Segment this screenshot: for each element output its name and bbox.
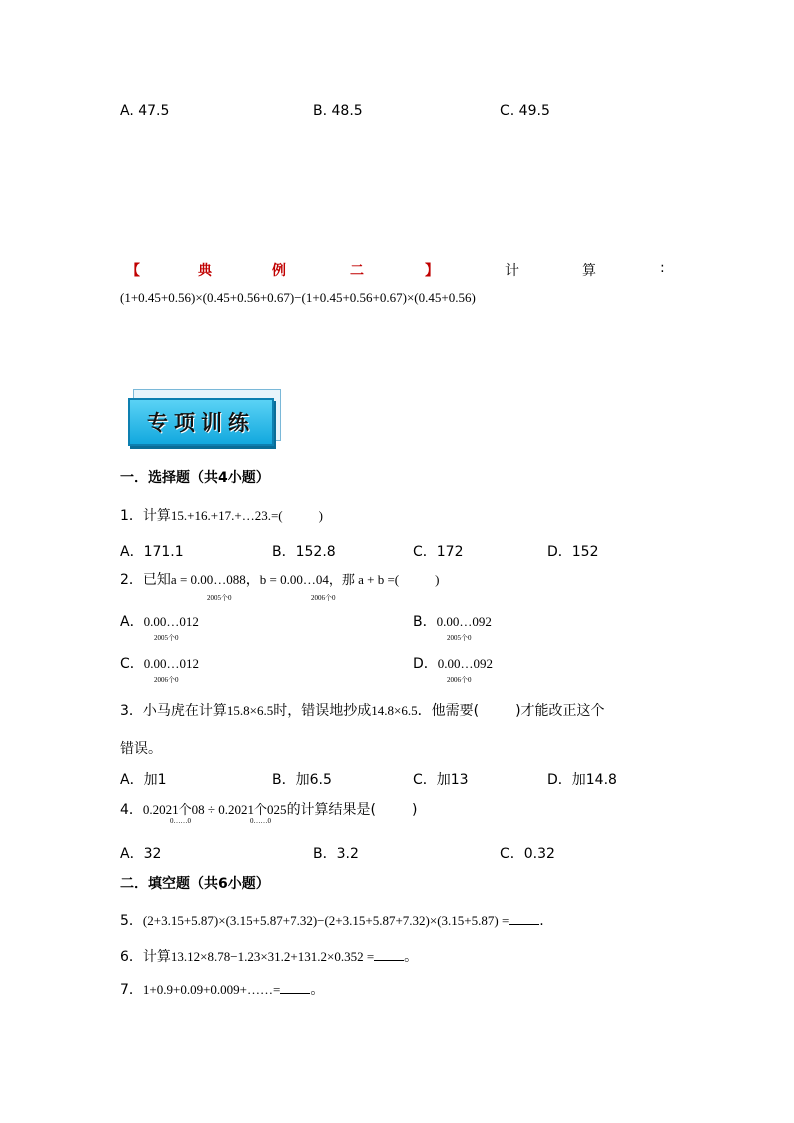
q2-sub-b: 2006个0 (311, 594, 336, 602)
q4-close-paren: ) (412, 802, 418, 818)
example-colon: : (660, 260, 665, 276)
example-expression: (1+0.45+0.56)×(0.45+0.56+0.67)−(1+0.45+0.56+0.67)×(0.45+0.56) (120, 290, 476, 305)
q3-option-b: B．加6.5 (272, 772, 332, 788)
example-char-er: 二 (350, 263, 364, 279)
q1-term4: +…23. (234, 508, 271, 523)
q1-close-paren: ) (318, 508, 323, 523)
q1-term3: +17. (210, 508, 235, 523)
q2-option-b-sub: 2005个0 (447, 634, 472, 642)
q3 (120, 700, 605, 720)
q7-end: 。 (310, 982, 325, 998)
q3-option-c: C．加13 (413, 772, 469, 788)
q5-answer-blank[interactable] (509, 912, 539, 925)
example-char-li: 例 (272, 263, 286, 279)
q3-text2: 时，错误地抄成 (273, 703, 372, 719)
q6-expression: 13.12×8.78−1.23×31.2+131.2×0.352 = (170, 949, 375, 964)
q6-answer-blank[interactable] (374, 948, 404, 961)
q2-option-a-sub: 2005个0 (154, 634, 179, 642)
example-bracket-close: 】 (425, 263, 439, 279)
q2-option-d: D．0.00…092 (413, 656, 494, 672)
q1-equals: =( (270, 508, 283, 523)
q1-option-a: A．171.1 (120, 544, 184, 560)
q7-number: 7． (120, 982, 143, 998)
q4-expression: 0.2021个08 ÷ 0.2021个025 (142, 802, 287, 817)
q5-number: 5． (120, 913, 143, 929)
q1-term1: 15. (170, 508, 188, 523)
section-banner (128, 398, 274, 446)
q3-option-a: A．加1 (120, 772, 167, 788)
q4 (120, 799, 418, 819)
q7 (120, 979, 324, 999)
q4-option-c: C．0.32 (500, 846, 555, 862)
q3-option-d: D．加14.8 (547, 772, 617, 788)
option-a: A. 47.5 (120, 103, 170, 119)
q4-number: 4． (120, 802, 143, 818)
q5 (120, 910, 544, 930)
q2-number: 2． (120, 572, 143, 588)
q4-sub-1: 0……0 (170, 817, 191, 825)
q2-ask: ，那 a + b =( (328, 572, 400, 587)
q3-expr2: 14.8×6.5 (371, 703, 418, 718)
q1-number: 1． (120, 508, 143, 524)
q3-line2: 错误。 (120, 741, 162, 757)
q2-b-expression: b = 0.00…04 (259, 572, 329, 587)
q7-expression: 1+0.9+0.09+0.009+……= (142, 982, 281, 997)
example-char-ji: 计 (505, 263, 519, 279)
q2-option-b: B．0.00…092 (413, 614, 492, 630)
q1-prefix: 计算 (142, 508, 171, 524)
q1 (120, 505, 323, 525)
q2-close-paren: ) (435, 572, 440, 587)
q3-number: 3． (120, 703, 143, 719)
q1-term2: +16. (187, 508, 211, 523)
example-bracket-open: 【 (126, 263, 140, 279)
q1-option-d: D．152 (547, 544, 599, 560)
q1-option-b: B．152.8 (272, 544, 336, 560)
q4-option-b: B．3.2 (313, 846, 359, 862)
q6-number: 6． (120, 949, 143, 965)
q4-option-a: A．32 (120, 846, 162, 862)
q6-prefix: 计算 (142, 949, 171, 965)
q2-option-c-sub: 2006个0 (154, 676, 179, 684)
q3-expr1: 15.8×6.5 (226, 703, 274, 718)
q4-text: 的计算结果是( (286, 802, 377, 818)
option-c: C. 49.5 (500, 103, 550, 119)
option-b: B. 48.5 (313, 103, 363, 119)
q7-answer-blank[interactable] (280, 981, 310, 994)
q4-sub-2: 0……0 (250, 817, 271, 825)
q2-comma: ， (245, 572, 260, 588)
banner-label: 专项训练 (147, 410, 255, 435)
q2-a-expression: a = 0.00…088 (170, 572, 246, 587)
example-char-dian: 典 (198, 263, 212, 279)
q2-option-c: C．0.00…012 (120, 656, 200, 672)
q1-option-c: C．172 (413, 544, 464, 560)
q2 (120, 569, 439, 589)
q5-end: . (539, 913, 544, 929)
q2-sub-a: 2005个0 (207, 594, 232, 602)
q2-option-a: A．0.00…012 (120, 614, 199, 630)
q6-end: 。 (404, 949, 419, 965)
q3-text1: 小马虎在计算 (142, 703, 227, 719)
q5-expression: (2+3.15+5.87)×(3.15+5.87+7.32)−(2+3.15+5.87+7.32)×(3.15+5.87) = (142, 913, 510, 928)
q2-prefix: 已知 (142, 572, 171, 588)
q6 (120, 946, 418, 966)
q2-option-d-sub: 2006个0 (447, 676, 472, 684)
example-char-suan: 算 (582, 263, 596, 279)
q3-text4: )才能改正这个 (515, 703, 605, 719)
section1-heading: 一．选择题（共4小题） (120, 470, 270, 486)
q3-text3: ．他需要( (417, 703, 480, 719)
section2-heading: 二．填空题（共6小题） (120, 876, 270, 892)
